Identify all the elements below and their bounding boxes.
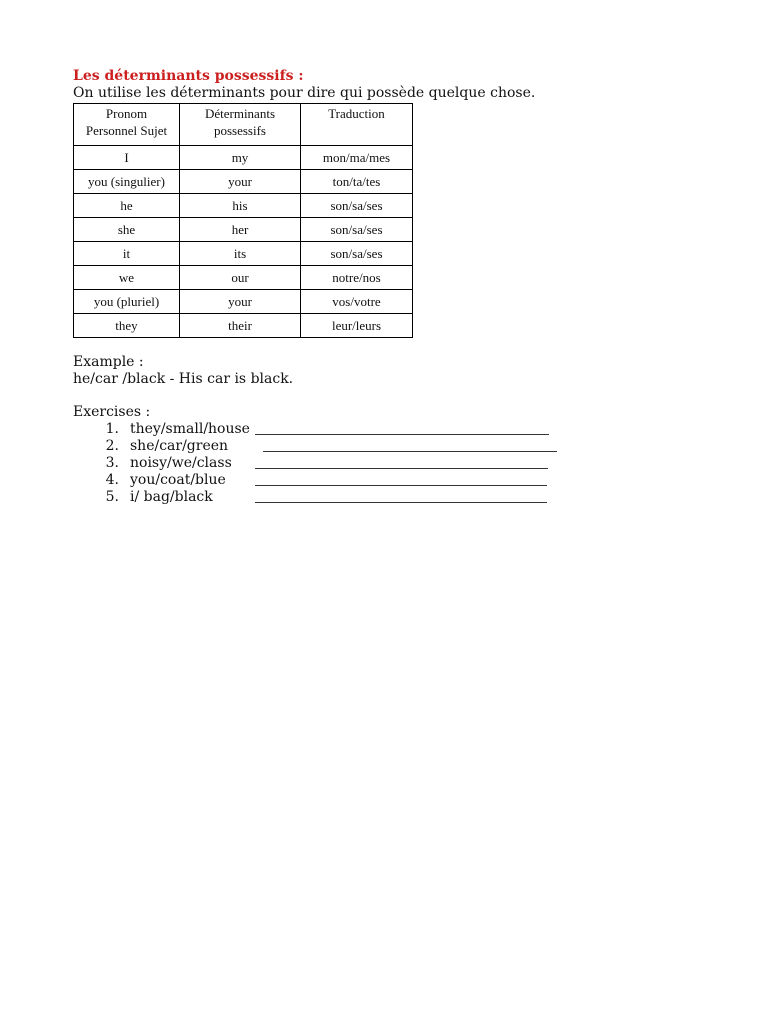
exercise-item bbox=[73, 455, 693, 472]
exercise-number: 1. bbox=[105, 421, 119, 437]
cell-determiner: its bbox=[180, 242, 301, 266]
table-row bbox=[74, 146, 413, 170]
exercise-item bbox=[73, 472, 693, 489]
header-pronoun-line1: Pronom bbox=[105, 106, 148, 121]
header-determiners-line2: possessifs bbox=[213, 123, 266, 138]
cell-translation: vos/votre bbox=[301, 290, 413, 314]
exercises-label: Exercises : bbox=[73, 404, 151, 420]
exercise-number: 4. bbox=[105, 472, 119, 488]
exercise-number: 5. bbox=[105, 489, 119, 505]
cell-pronoun: it bbox=[74, 242, 180, 266]
cell-translation: leur/leurs bbox=[301, 314, 413, 338]
possessives-table bbox=[73, 103, 413, 338]
cell-translation: son/sa/ses bbox=[301, 194, 413, 218]
answer-blank[interactable] bbox=[255, 422, 549, 435]
cell-determiner: my bbox=[180, 146, 301, 170]
header-translation bbox=[301, 104, 413, 146]
answer-blank[interactable] bbox=[255, 456, 548, 469]
cell-pronoun: she bbox=[74, 218, 180, 242]
header-determiners-line1: Déterminants bbox=[204, 106, 276, 121]
cell-pronoun: you (singulier) bbox=[74, 170, 180, 194]
header-translation-line1: Traduction bbox=[328, 106, 385, 121]
answer-blank[interactable] bbox=[255, 473, 547, 486]
cell-pronoun: you (pluriel) bbox=[74, 290, 180, 314]
cell-translation: son/sa/ses bbox=[301, 242, 413, 266]
cell-determiner: their bbox=[180, 314, 301, 338]
cell-translation: mon/ma/mes bbox=[301, 146, 413, 170]
cell-determiner: our bbox=[180, 266, 301, 290]
exercise-number: 2. bbox=[105, 438, 119, 454]
example-text: he/car /black - His car is black. bbox=[73, 371, 294, 387]
example-label: Example : bbox=[73, 354, 144, 370]
cell-translation: notre/nos bbox=[301, 266, 413, 290]
cell-determiner: her bbox=[180, 218, 301, 242]
cell-pronoun: they bbox=[74, 314, 180, 338]
exercise-list bbox=[73, 421, 693, 506]
exercise-prompt: i/ bag/black bbox=[130, 489, 213, 505]
header-pronoun bbox=[74, 104, 180, 146]
table-row bbox=[74, 242, 413, 266]
cell-determiner: his bbox=[180, 194, 301, 218]
cell-pronoun: he bbox=[74, 194, 180, 218]
table-row bbox=[74, 266, 413, 290]
exercise-prompt: you/coat/blue bbox=[130, 472, 226, 488]
intro-text: On utilise les déterminants pour dire qui possède quelque chose. bbox=[73, 85, 536, 101]
exercise-item bbox=[73, 421, 693, 438]
header-determiners bbox=[180, 104, 301, 146]
cell-translation: son/sa/ses bbox=[301, 218, 413, 242]
exercise-number: 3. bbox=[105, 455, 119, 471]
cell-determiner: your bbox=[180, 170, 301, 194]
header-pronoun-line2: Personnel Sujet bbox=[85, 123, 168, 138]
table-row bbox=[74, 194, 413, 218]
answer-blank[interactable] bbox=[255, 490, 547, 503]
table-row bbox=[74, 314, 413, 338]
table-row bbox=[74, 218, 413, 242]
cell-determiner: your bbox=[180, 290, 301, 314]
cell-pronoun: I bbox=[74, 146, 180, 170]
exercise-item bbox=[73, 438, 693, 455]
document-page bbox=[73, 68, 693, 506]
cell-translation: ton/ta/tes bbox=[301, 170, 413, 194]
exercise-item bbox=[73, 489, 693, 506]
exercise-prompt: noisy/we/class bbox=[130, 455, 232, 471]
answer-blank[interactable] bbox=[263, 439, 557, 452]
table-row bbox=[74, 290, 413, 314]
heading: Les déterminants possessifs : bbox=[73, 68, 304, 84]
table-header-row bbox=[74, 104, 413, 146]
table-row bbox=[74, 170, 413, 194]
cell-pronoun: we bbox=[74, 266, 180, 290]
exercise-prompt: she/car/green bbox=[130, 438, 229, 454]
exercise-prompt: they/small/house bbox=[130, 421, 250, 437]
